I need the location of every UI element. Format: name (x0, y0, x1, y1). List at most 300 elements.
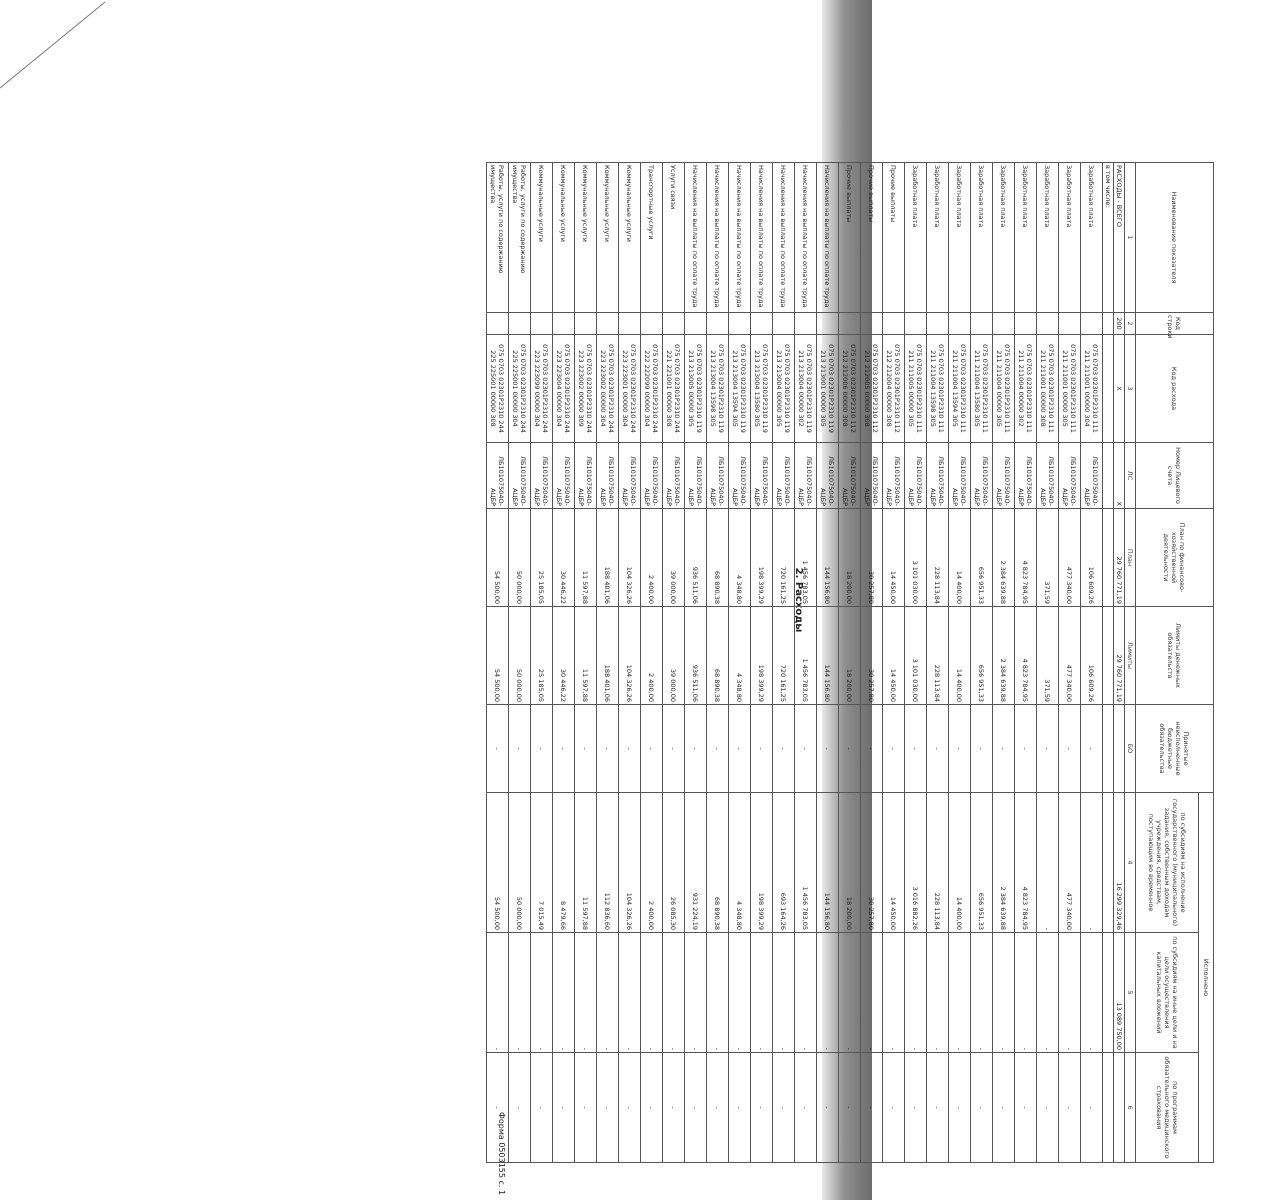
row-code-cell: 075 0703 02301Р2310 244 225 225001 00000 304 (509, 335, 531, 443)
table-row (575, 163, 597, 1163)
row-exec-other-cell: - (641, 933, 663, 1053)
row-line-cell (1015, 313, 1037, 335)
row-account-cell: ЛБ10107504О-АЦБР (597, 443, 619, 509)
row-exec-state-task-cell: 68 890,38 (707, 793, 729, 933)
row-name-cell: Заработная плата (949, 163, 971, 313)
index-cell: ЛС (1125, 443, 1136, 509)
row-exec-other-cell: - (861, 933, 883, 1053)
table-row (1114, 163, 1125, 1163)
row-exec-other-cell: - (597, 933, 619, 1053)
row-exec-oms-cell: - (795, 1053, 817, 1163)
row-obligation-cell: - (1037, 705, 1059, 793)
row-account-cell: ЛБ10107504О-АЦБР (817, 443, 839, 509)
row-exec-state-task-cell: 656 951,33 (971, 793, 993, 933)
row-exec-other-cell: - (751, 933, 773, 1053)
row-obligation-cell: - (1081, 705, 1103, 793)
row-limit-cell: 2 384 639,88 (993, 607, 1015, 705)
row-plan-cell: 656 951,33 (971, 509, 993, 607)
row-exec-state-task-cell: 144 156,80 (817, 793, 839, 933)
row-code-cell: 075 0703 02301Р2310 111 211 211001 00000 305 (1059, 335, 1081, 443)
row-exec-oms-cell: - (927, 1053, 949, 1163)
row-exec-other-cell: - (795, 933, 817, 1053)
row-obligation-cell (1103, 705, 1114, 793)
row-exec-state-task-cell: 8 479,66 (553, 793, 575, 933)
row-plan-cell: 4 348,80 (729, 509, 751, 607)
row-limit-cell: 104 326,26 (619, 607, 641, 705)
row-obligation-cell: - (993, 705, 1015, 793)
row-account-cell: ЛБ10107504О-АЦБР (685, 443, 707, 509)
row-line-cell (817, 313, 839, 335)
row-exec-state-task-cell: 16 299 329,46 (1114, 793, 1125, 933)
row-exec-other-cell: - (905, 933, 927, 1053)
row-exec-state-task-cell: - (1081, 793, 1103, 933)
row-line-cell (949, 313, 971, 335)
index-cell: 2 (1125, 313, 1136, 335)
row-exec-other-cell: - (817, 933, 839, 1053)
row-plan-cell: 18 200,00 (839, 509, 861, 607)
header-plan: План по финансово-хозяйственной деятельности (1136, 509, 1214, 607)
row-code-cell: 075 0703 02301Р2310 112 212 212004 00000 308 (883, 335, 905, 443)
row-exec-other-cell: - (707, 933, 729, 1053)
row-code-cell: 075 0703 02301Р2310 111 211 211004 13580 305 (971, 335, 993, 443)
row-limit-cell: 68 890,38 (707, 607, 729, 705)
row-account-cell: ЛБ10107504О-АЦБР (949, 443, 971, 509)
row-plan-cell: 29 760 771,19 (1114, 509, 1125, 607)
row-obligation-cell: - (949, 705, 971, 793)
table-row (597, 163, 619, 1163)
row-obligation-cell (1114, 705, 1125, 793)
row-exec-other-cell (1103, 933, 1114, 1053)
row-plan-cell: 14 400,00 (949, 509, 971, 607)
row-exec-other-cell: - (531, 933, 553, 1053)
row-limit-cell: 4 823 784,95 (1015, 607, 1037, 705)
row-account-cell: ЛБ10107504О-АЦБР (729, 443, 751, 509)
table-row (971, 163, 993, 1163)
row-code-cell: 075 0703 02301Р2310 244 223 223001 00000 304 (619, 335, 641, 443)
row-exec-oms-cell: - (597, 1053, 619, 1163)
header-exec-medical-insurance: по программам обязательного медицинского страхования (1136, 1053, 1199, 1163)
row-name-cell: Транспортные услуги (641, 163, 663, 313)
row-limit-cell: 50 000,00 (509, 607, 531, 705)
row-name-cell: Работы, услуги по содержанию имущества (487, 163, 509, 313)
row-line-cell (927, 313, 949, 335)
row-exec-state-task-cell: - (1037, 793, 1059, 933)
row-exec-oms-cell: - (487, 1053, 509, 1163)
row-obligation-cell: - (487, 705, 509, 793)
row-line-cell (1081, 313, 1103, 335)
row-line-cell (905, 313, 927, 335)
table-row (1081, 163, 1103, 1163)
row-exec-state-task-cell (1103, 793, 1114, 933)
row-limit-cell: 18 200,00 (839, 607, 861, 705)
row-name-cell: Заработная плата (1015, 163, 1037, 313)
row-exec-oms-cell: - (553, 1053, 575, 1163)
row-name-cell: Коммунальные услуги (553, 163, 575, 313)
row-limit-cell: 188 401,06 (597, 607, 619, 705)
row-obligation-cell: - (729, 705, 751, 793)
row-line-cell (487, 313, 509, 335)
row-name-cell: Коммунальные услуги (575, 163, 597, 313)
row-code-cell: 075 0703 02301Р2310 111 211 211004 00000 305 (993, 335, 1015, 443)
row-code-cell: 075 0703 02301Р2310 111 211 211005 00000 305 (905, 335, 927, 443)
index-cell: 5 (1125, 933, 1136, 1053)
row-obligation-cell: - (553, 705, 575, 793)
row-code-cell: 075 0703 02301Р2310 244 223 223002 00000 304 (597, 335, 619, 443)
header-name: Наименование показателя (1136, 163, 1214, 313)
row-limit-cell: 39 000,00 (663, 607, 685, 705)
row-plan-cell: 2 400,00 (641, 509, 663, 607)
row-plan-cell: 30 446,22 (553, 509, 575, 607)
row-account-cell: ЛБ10107504О-АЦБР (773, 443, 795, 509)
row-line-cell (531, 313, 553, 335)
row-account-cell: ЛБ10107504О-АЦБР (553, 443, 575, 509)
row-code-cell: 075 0703 02301Р2310 119 213 213005 00000 305 (685, 335, 707, 443)
row-name-cell: Начисления на выплаты по оплате труда (729, 163, 751, 313)
row-exec-state-task-cell: 30 257,80 (861, 793, 883, 933)
row-exec-other-cell: - (773, 933, 795, 1053)
table-row (531, 163, 553, 1163)
table-row (817, 163, 839, 1163)
table-row (1037, 163, 1059, 1163)
row-account-cell: ЛБ10107504О-АЦБР (641, 443, 663, 509)
row-limit-cell: 4 348,80 (729, 607, 751, 705)
row-plan-cell: 198 399,29 (751, 509, 773, 607)
row-exec-state-task-cell: 112 836,60 (597, 793, 619, 933)
table-row (641, 163, 663, 1163)
row-line-cell (795, 313, 817, 335)
row-exec-other-cell: 13 089 750,00 (1114, 933, 1125, 1053)
row-name-cell: Начисления на выплаты по оплате труда (685, 163, 707, 313)
row-plan-cell: 14 450,00 (883, 509, 905, 607)
row-name-cell: Заработная плата (1081, 163, 1103, 313)
index-cell: План (1125, 509, 1136, 607)
row-limit-cell: 1 456 783,05 (795, 607, 817, 705)
row-obligation-cell: - (619, 705, 641, 793)
row-code-cell: 075 0703 02301Р2310 244 222 222099 00000 304 (641, 335, 663, 443)
row-code-cell: 075 0703 02301Р2310 119 213 213004 00000 305 (773, 335, 795, 443)
row-line-cell (1103, 313, 1114, 335)
row-account-cell: ЛБ10107504О-АЦБР (905, 443, 927, 509)
table-row (883, 163, 905, 1163)
row-line-cell (685, 313, 707, 335)
row-line-cell (971, 313, 993, 335)
row-exec-other-cell: - (575, 933, 597, 1053)
row-exec-oms-cell: - (949, 1053, 971, 1163)
row-exec-oms-cell: - (729, 1053, 751, 1163)
table-row (839, 163, 861, 1163)
row-code-cell: 075 0703 02301Р2310 244 223 223004 00000 304 (553, 335, 575, 443)
row-name-cell: Начисления на выплаты по оплате труда (751, 163, 773, 313)
table-row (685, 163, 707, 1163)
row-name-cell: Начисления на выплаты по оплате труда (817, 163, 839, 313)
row-name-cell: Заработная плата (1037, 163, 1059, 313)
row-limit-cell: 25 185,05 (531, 607, 553, 705)
row-name-cell: РАСХОДЫ - ВСЕГО (1114, 163, 1125, 313)
row-account-cell: ЛБ10107504О-АЦБР (971, 443, 993, 509)
row-exec-oms-cell: - (531, 1053, 553, 1163)
row-code-cell: 075 0703 02301Р2310 119 213 213001 00000 305 (817, 335, 839, 443)
row-exec-other-cell: - (949, 933, 971, 1053)
table-row (1059, 163, 1081, 1163)
row-account-cell: X (1114, 443, 1125, 509)
row-account-cell: ЛБ10107504О-АЦБР (663, 443, 685, 509)
row-exec-oms-cell (1103, 1053, 1114, 1163)
row-name-cell: Прочие выплаты (883, 163, 905, 313)
table-row (553, 163, 575, 1163)
row-code-cell: 075 0703 02301Р2310 119 213 213004 00000 302 (795, 335, 817, 443)
row-name-cell: Заработная плата (971, 163, 993, 313)
row-obligation-cell: - (1015, 705, 1037, 793)
row-exec-oms-cell: - (993, 1053, 1015, 1163)
row-account-cell: ЛБ10107504О-АЦБР (927, 443, 949, 509)
row-name-cell: Заработная плата (993, 163, 1015, 313)
row-plan-cell: 104 326,26 (619, 509, 641, 607)
row-exec-state-task-cell: 2 400,00 (641, 793, 663, 933)
row-account-cell: ЛБ10107504О-АЦБР (1037, 443, 1059, 509)
header-limits: Лимиты денежных обязательств (1136, 607, 1214, 705)
row-exec-state-task-cell: 14 400,00 (949, 793, 971, 933)
column-index-row (1125, 163, 1136, 1163)
row-exec-state-task-cell: 1 456 783,05 (795, 793, 817, 933)
row-code-cell: 075 0703 02301Р2310 244 223 223099 00000 304 (531, 335, 553, 443)
table-row (773, 163, 795, 1163)
row-account-cell: ЛБ10107504О-АЦБР (993, 443, 1015, 509)
row-code-cell: 075 0703 02301Р2310 119 213 213004 13594 305 (729, 335, 751, 443)
row-exec-state-task-cell: 477 340,00 (1059, 793, 1081, 933)
table-row (487, 163, 509, 1163)
row-exec-oms-cell: - (707, 1053, 729, 1163)
index-cell: 1 (1125, 163, 1136, 313)
row-limit-cell: 30 446,22 (553, 607, 575, 705)
row-plan-cell: 720 161,25 (773, 509, 795, 607)
row-line-cell (861, 313, 883, 335)
header-obligations: Принятые неисполненные бюджетные обязательства (1136, 705, 1214, 793)
row-obligation-cell: - (663, 705, 685, 793)
row-exec-state-task-cell: 7 015,49 (531, 793, 553, 933)
row-plan-cell: 477 340,00 (1059, 509, 1081, 607)
row-name-cell: Коммунальные услуги (531, 163, 553, 313)
row-name-cell: Услуги связи (663, 163, 685, 313)
row-obligation-cell: - (509, 705, 531, 793)
row-exec-state-task-cell: 104 326,26 (619, 793, 641, 933)
row-obligation-cell: - (531, 705, 553, 793)
row-obligation-cell: - (597, 705, 619, 793)
row-plan-cell: 39 000,00 (663, 509, 685, 607)
row-exec-state-task-cell: 3 016 882,26 (905, 793, 927, 933)
row-exec-state-task-cell: 4 348,80 (729, 793, 751, 933)
row-limit-cell (1103, 607, 1114, 705)
row-code-cell: X (1114, 335, 1125, 443)
row-obligation-cell: - (795, 705, 817, 793)
row-name-cell: Прочие выплаты (861, 163, 883, 313)
row-name-cell: Коммунальные услуги (619, 163, 641, 313)
row-code-cell: 075 0703 02301Р2310 112 212 212006 00000 308 (839, 335, 861, 443)
section-title: 2. Расходы (793, 567, 804, 633)
row-line-cell (773, 313, 795, 335)
row-plan-cell (1103, 509, 1114, 607)
row-name-cell: Заработная плата (927, 163, 949, 313)
row-exec-other-cell: - (685, 933, 707, 1053)
row-exec-oms-cell: - (861, 1053, 883, 1163)
row-obligation-cell: - (1059, 705, 1081, 793)
row-exec-state-task-cell: 198 399,29 (751, 793, 773, 933)
table-row (861, 163, 883, 1163)
row-limit-cell: 198 399,29 (751, 607, 773, 705)
row-code-cell: 075 0703 02301Р2310 111 211 211004 00000 302 (1015, 335, 1037, 443)
row-limit-cell: 144 156,80 (817, 607, 839, 705)
row-account-cell: ЛБ10107504О-АЦБР (619, 443, 641, 509)
form-code: Форма 0503155 с. 1 (497, 1112, 506, 1196)
row-exec-state-task-cell: 54 500,00 (487, 793, 509, 933)
row-name-cell: Начисления на выплаты по оплате труда (707, 163, 729, 313)
header-exec-state-task: по субсидиям на исполнение государственного (муниципального) задания, собственным доходам учреждения, средствам, поступающим во временное (1136, 793, 1199, 933)
row-limit-cell: 54 500,00 (487, 607, 509, 705)
row-line-cell (553, 313, 575, 335)
row-exec-other-cell: - (487, 933, 509, 1053)
row-code-cell: 075 0703 02301Р2310 244 223 223002 00000 309 (575, 335, 597, 443)
row-plan-cell: 50 000,00 (509, 509, 531, 607)
row-line-cell (751, 313, 773, 335)
row-limit-cell: 656 951,33 (971, 607, 993, 705)
expenses-rows (487, 163, 1125, 1163)
row-exec-state-task-cell: 50 000,00 (509, 793, 531, 933)
row-exec-state-task-cell: 4 823 784,95 (1015, 793, 1037, 933)
row-code-cell: 075 0703 02301Р2310 111 211 211004 13598 305 (927, 335, 949, 443)
row-line-cell (619, 313, 641, 335)
header-account: Номер Лицевого счета (1136, 443, 1214, 509)
row-obligation-cell: - (773, 705, 795, 793)
header-executed: Исполнено (1199, 793, 1214, 1163)
row-limit-cell: 3 101 030,00 (905, 607, 927, 705)
index-cell: БО (1125, 705, 1136, 793)
row-exec-other-cell: - (663, 933, 685, 1053)
table-row (905, 163, 927, 1163)
row-exec-oms-cell: - (1081, 1053, 1103, 1163)
row-plan-cell: 936 511,06 (685, 509, 707, 607)
row-account-cell: ЛБ10107504О-АЦБР (575, 443, 597, 509)
row-exec-oms-cell: - (905, 1053, 927, 1163)
row-limit-cell: 29 760 771,19 (1114, 607, 1125, 705)
table-row (707, 163, 729, 1163)
row-exec-other-cell: - (927, 933, 949, 1053)
row-exec-state-task-cell: 18 200,00 (839, 793, 861, 933)
row-exec-oms-cell: - (641, 1053, 663, 1163)
row-plan-cell: 371,59 (1037, 509, 1059, 607)
row-account-cell: ЛБ10107504О-АЦБР (861, 443, 883, 509)
row-exec-other-cell: - (509, 933, 531, 1053)
row-limit-cell: 371,59 (1037, 607, 1059, 705)
row-exec-other-cell: - (993, 933, 1015, 1053)
header-line-code: Код строки (1136, 313, 1214, 335)
table-row (663, 163, 685, 1163)
table-row (1103, 163, 1114, 1163)
row-line-cell (839, 313, 861, 335)
row-code-cell: 075 0703 02301Р2310 119 213 213004 13598 305 (707, 335, 729, 443)
table-row (927, 163, 949, 1163)
table-row (1015, 163, 1037, 1163)
row-exec-oms-cell: - (575, 1053, 597, 1163)
row-exec-other-cell: - (553, 933, 575, 1053)
row-exec-state-task-cell: 931 224,19 (685, 793, 707, 933)
row-line-cell: 200 (1114, 313, 1125, 335)
row-limit-cell: 477 340,00 (1059, 607, 1081, 705)
row-plan-cell: 188 401,06 (597, 509, 619, 607)
header-exec-other-subsidies: по субсидиям на иные цели и на цели осуществления капитальных вложений (1136, 933, 1199, 1053)
row-exec-state-task-cell: 26 085,30 (663, 793, 685, 933)
row-code-cell: 075 0703 02301Р2310 119 213 213004 13580 305 (751, 335, 773, 443)
row-exec-state-task-cell: 693 164,26 (773, 793, 795, 933)
row-line-cell (1059, 313, 1081, 335)
row-account-cell: ЛБ10107504О-АЦБР (1015, 443, 1037, 509)
row-exec-state-task-cell: 228 113,84 (927, 793, 949, 933)
table-row (619, 163, 641, 1163)
row-account-cell (1103, 443, 1114, 509)
row-plan-cell: 144 156,80 (817, 509, 839, 607)
row-obligation-cell: - (751, 705, 773, 793)
row-limit-cell: 14 450,00 (883, 607, 905, 705)
row-exec-oms-cell: - (751, 1053, 773, 1163)
row-exec-oms-cell: - (773, 1053, 795, 1163)
row-name-cell: Начисления на выплаты по оплате труда (795, 163, 817, 313)
row-plan-cell: 4 823 784,95 (1015, 509, 1037, 607)
row-exec-oms-cell: - (1037, 1053, 1059, 1163)
row-code-cell: 075 0703 02301Р2310 244 221 221001 00000 308 (663, 335, 685, 443)
row-limit-cell: 30 257,80 (861, 607, 883, 705)
row-obligation-cell: - (883, 705, 905, 793)
document-page (489, 0, 1274, 1200)
row-name-cell: Работы, услуги по содержанию имущества (509, 163, 531, 313)
table-row (795, 163, 817, 1163)
row-account-cell: ЛБ10107504О-АЦБР (751, 443, 773, 509)
row-plan-cell: 1 456 783,05 (795, 509, 817, 607)
row-obligation-cell: - (817, 705, 839, 793)
row-account-cell: ЛБ10107504О-АЦБР (839, 443, 861, 509)
row-obligation-cell: - (861, 705, 883, 793)
row-account-cell: ЛБ10107504О-АЦБР (883, 443, 905, 509)
row-exec-oms-cell: - (685, 1053, 707, 1163)
row-exec-other-cell: - (619, 933, 641, 1053)
index-cell: Лимиты (1125, 607, 1136, 705)
row-exec-oms-cell: - (883, 1053, 905, 1163)
table-row (949, 163, 971, 1163)
row-plan-cell: 106 609,26 (1081, 509, 1103, 607)
row-account-cell: ЛБ10107504О-АЦБР (531, 443, 553, 509)
row-obligation-cell: - (685, 705, 707, 793)
row-limit-cell: 720 161,25 (773, 607, 795, 705)
row-obligation-cell: - (971, 705, 993, 793)
row-exec-oms-cell: - (619, 1053, 641, 1163)
row-exec-oms-cell: - (1015, 1053, 1037, 1163)
row-name-cell: Заработная плата (905, 163, 927, 313)
row-name-cell: Прочие выплаты (839, 163, 861, 313)
row-line-cell (883, 313, 905, 335)
row-exec-state-task-cell: 14 450,00 (883, 793, 905, 933)
row-code-cell: 075 0703 02301Р2310 112 212 212005 00000 308 (861, 335, 883, 443)
row-plan-cell: 11 597,88 (575, 509, 597, 607)
row-account-cell: ЛБ10107504О-АЦБР (509, 443, 531, 509)
row-plan-cell: 54 500,00 (487, 509, 509, 607)
row-name-cell: Коммунальные услуги (597, 163, 619, 313)
table-row (751, 163, 773, 1163)
row-plan-cell: 68 890,38 (707, 509, 729, 607)
table-row (509, 163, 531, 1163)
row-line-cell (1037, 313, 1059, 335)
row-obligation-cell: - (905, 705, 927, 793)
row-line-cell (707, 313, 729, 335)
row-code-cell: 075 0703 02301Р2310 244 225 225001 00000 308 (487, 335, 509, 443)
row-obligation-cell: - (641, 705, 663, 793)
row-line-cell (663, 313, 685, 335)
